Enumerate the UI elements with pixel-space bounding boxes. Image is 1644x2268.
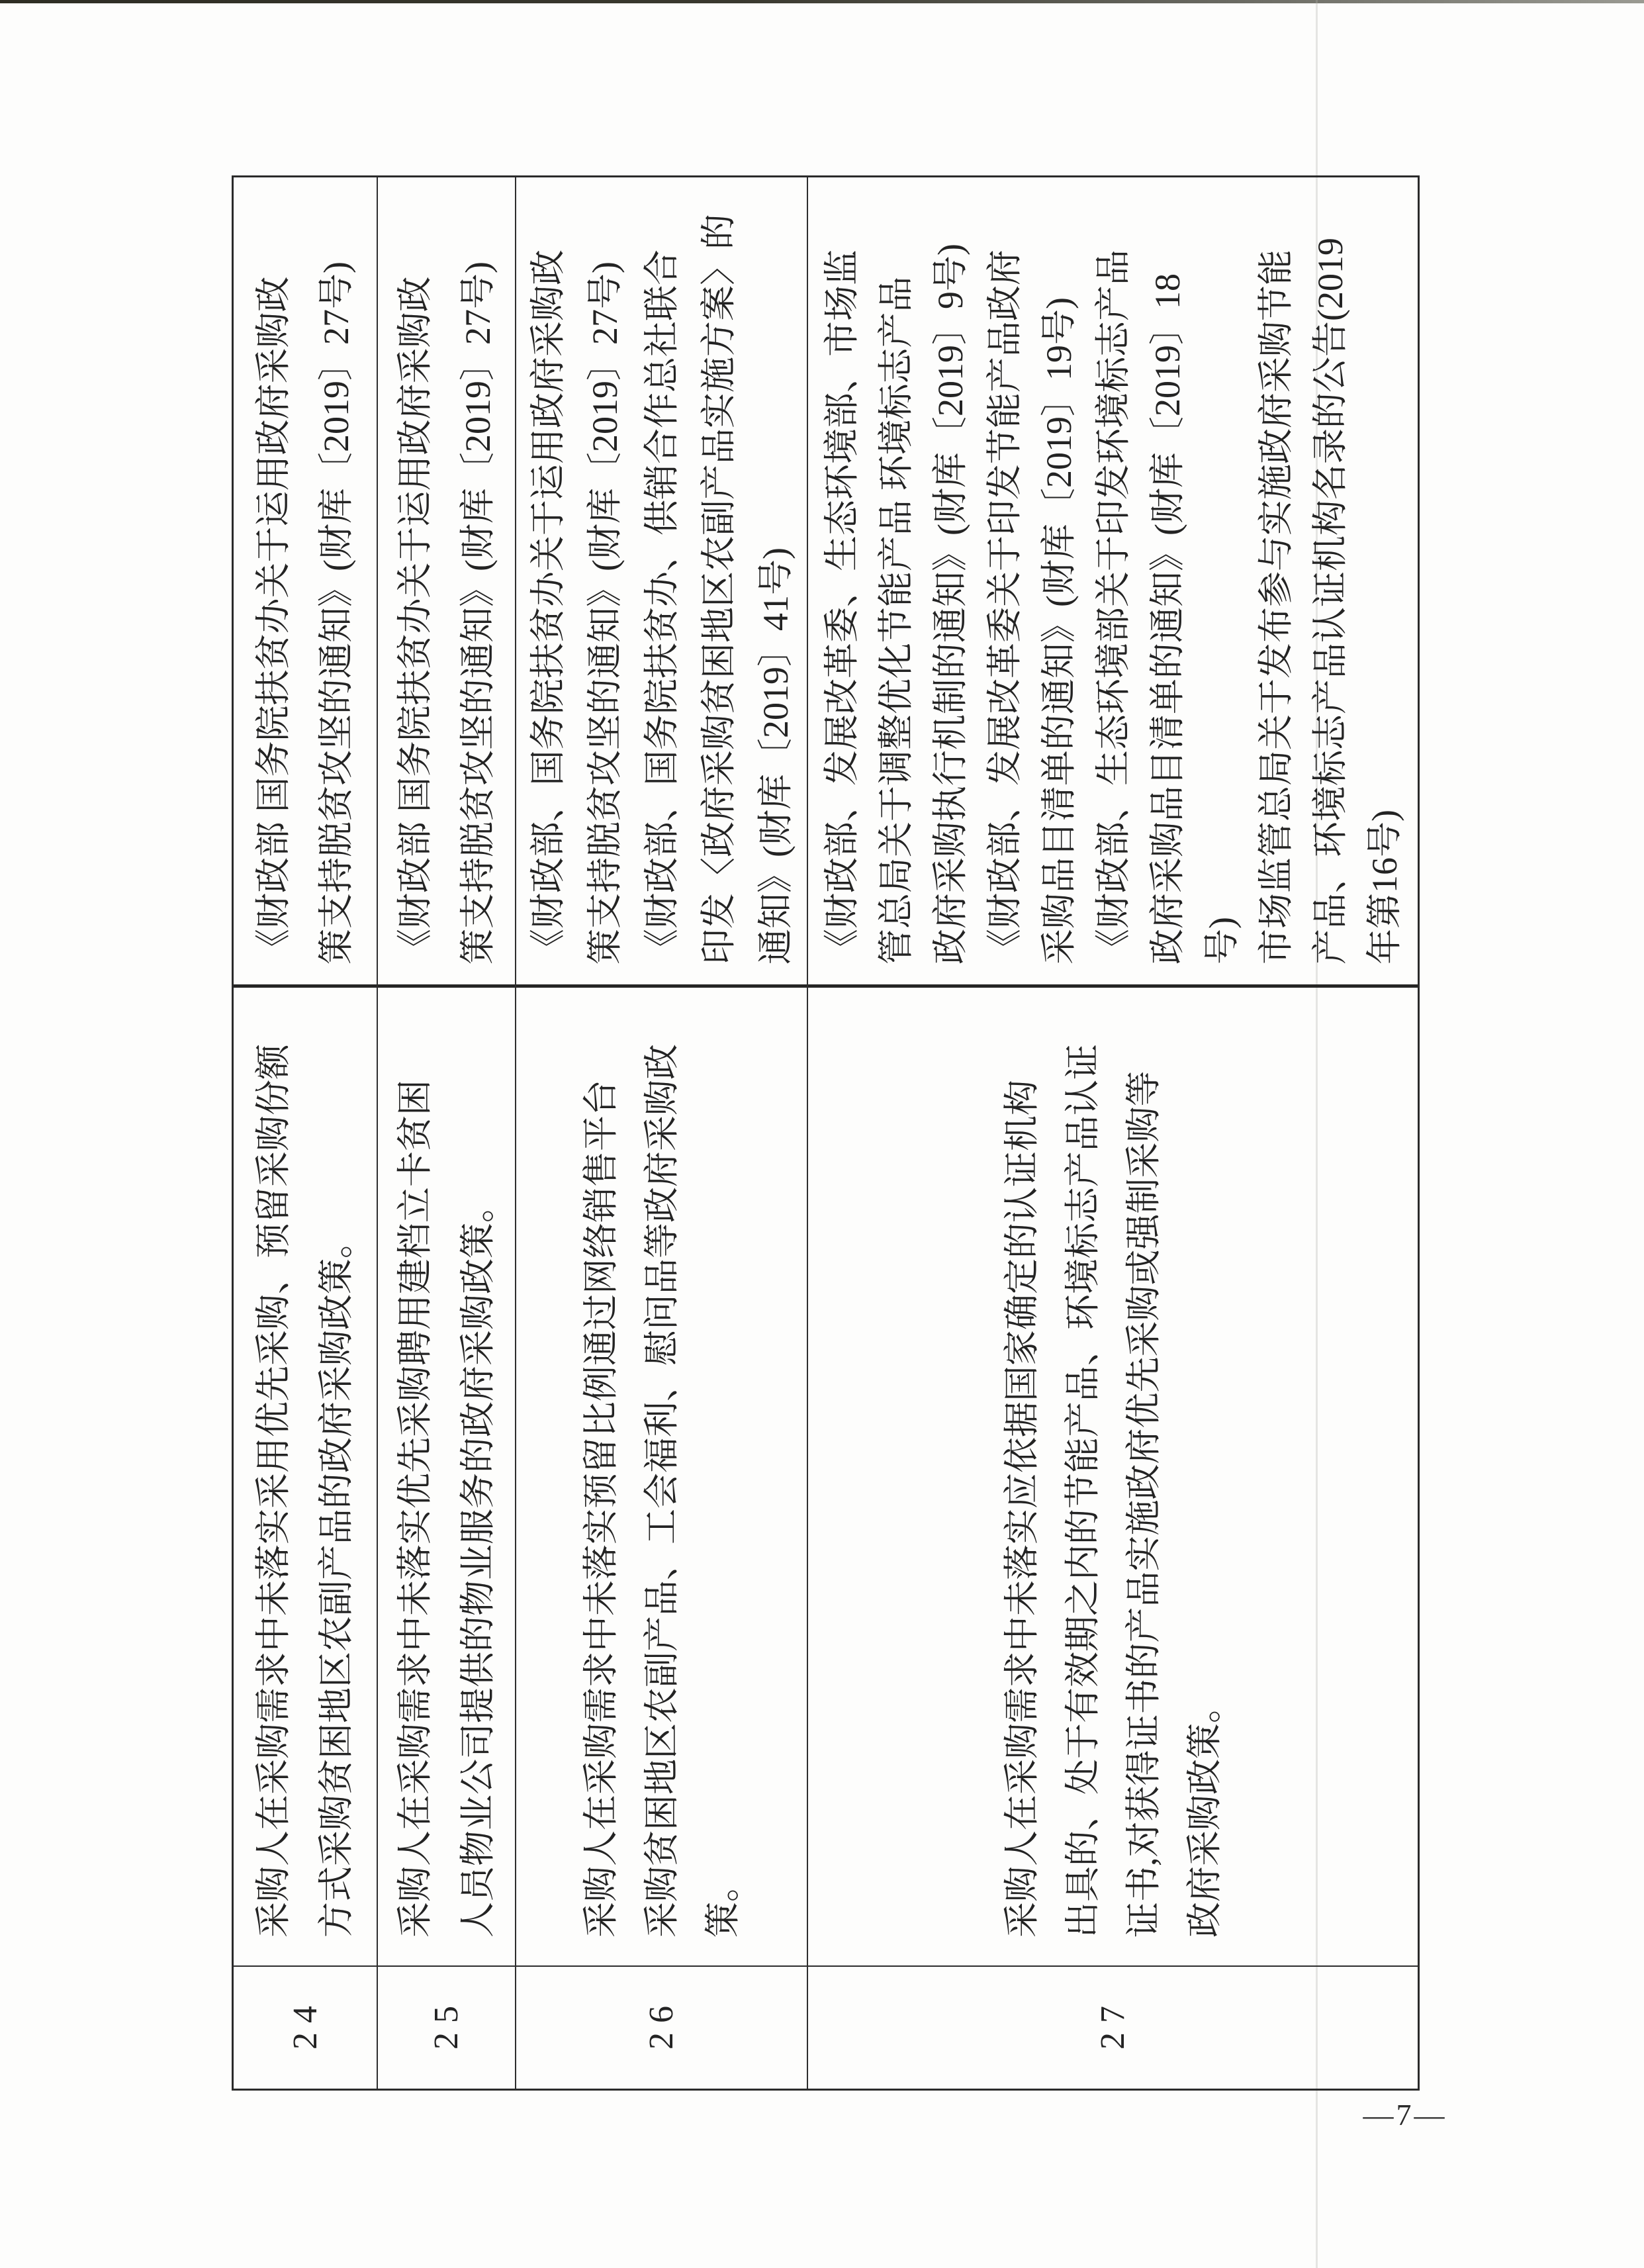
issue-line: 人员物业公司提供的物业服务的政府采购政策。 [457, 1187, 498, 1938]
seq-number: 26 [643, 1997, 680, 2050]
table-row [516, 177, 808, 2089]
basis-line: 号) [1201, 917, 1242, 965]
seq-cell [234, 1965, 377, 2089]
scanner-edge-artifact [0, 0, 1644, 3]
issue-line: 证书,对获得证书的产品实施政府优先采购或强制采购等 [1123, 1070, 1164, 1938]
issue-cell [516, 984, 807, 1965]
issue-line: 采购人在采购需求中未落实预留比例通过网络销售平台 [580, 1080, 621, 1938]
basis-line: 策支持脱贫攻坚的通知》(财库〔2019〕27号) [457, 261, 498, 965]
basis-line: 《财政部、发展改革委、生态环境部、市场监 [821, 250, 862, 965]
page-number: —7— [1363, 2098, 1447, 2132]
issue-cell [378, 984, 515, 1965]
issue-cell [234, 984, 377, 1965]
basis-line: 产品、环境标志产品认证机构名录的公告(2019 [1310, 238, 1350, 965]
basis-line: 年第16号) [1364, 810, 1404, 965]
table-row [808, 177, 1418, 2089]
issue-line: 政府采购政策。 [1184, 1687, 1224, 1938]
issue-cell [808, 984, 1418, 1965]
seq-number: 24 [286, 1997, 324, 2050]
basis-line: 市场监管总局关于发布参与实施政府采购节能 [1256, 250, 1296, 965]
basis-line: 策支持脱贫攻坚的通知》(财库〔2019〕27号) [584, 261, 625, 965]
issue-line: 采购人在采购需求中未落实应依据国家确定的认证机构 [1001, 1080, 1042, 1938]
basis-line: 管总局关于调整优化节能产品 环境标志产品 [876, 276, 916, 965]
basis-cell [234, 177, 377, 984]
issue-line: 采购人在采购需求中未落实优先采购聘用建档立卡贫困 [394, 1080, 435, 1938]
issue-line: 出具的、处于有效期之内的节能产品、环境标志产品认证 [1062, 1044, 1103, 1938]
seq-cell [378, 1965, 515, 2089]
issue-line: 策。 [702, 1866, 743, 1938]
basis-line: 《财政部、国务院扶贫办、供销合作总社联合 [641, 250, 682, 965]
basis-line: 策支持脱贫攻坚的通知》(财库〔2019〕27号) [316, 261, 356, 965]
issue-line: 采购人在采购需求中未落实采用优先采购、预留采购份额 [253, 1044, 293, 1938]
basis-line: 《财政部 国务院扶贫办关于运用政府采购政 [253, 276, 293, 965]
seq-cell [808, 1965, 1418, 2089]
issue-line: 方式采购贫困地区农副产品的政府采购政策。 [316, 1223, 356, 1938]
basis-cell [516, 177, 807, 984]
seq-cell [516, 1965, 807, 2089]
table-row [234, 177, 378, 2089]
basis-line: 通知》(财库〔2019〕41号) [755, 547, 796, 965]
seq-number: 25 [428, 1997, 465, 2050]
basis-cell [378, 177, 515, 984]
basis-line: 《财政部、生态环境部关于印发环境标志产品 [1093, 250, 1133, 965]
basis-line: 《财政部、发展改革委关于印发节能产品政府 [984, 250, 1025, 965]
basis-line: 采购品目清单的通知》(财库〔2019〕19号) [1038, 297, 1079, 965]
issue-line: 采购贫困地区农副产品、工会福利、慰问品等政府采购政 [641, 1044, 682, 1938]
rotated-table [232, 175, 1420, 2091]
seq-number: 27 [1094, 1997, 1132, 2050]
basis-line: 政府采购品目清单的通知》(财库〔2019〕18 [1147, 273, 1187, 965]
basis-line: 政府采购执行机制的通知》(财库〔2019〕9号) [930, 244, 970, 965]
basis-line: 《财政部 国务院扶贫办关于运用政府采购政 [394, 276, 435, 965]
basis-cell [808, 177, 1418, 984]
basis-line: 印发〈政府采购贫困地区农副产品实施方案〉的 [698, 214, 739, 965]
basis-line: 《财政部、国务院扶贫办关于运用政府采购政 [527, 250, 568, 965]
table-row [378, 177, 516, 2089]
